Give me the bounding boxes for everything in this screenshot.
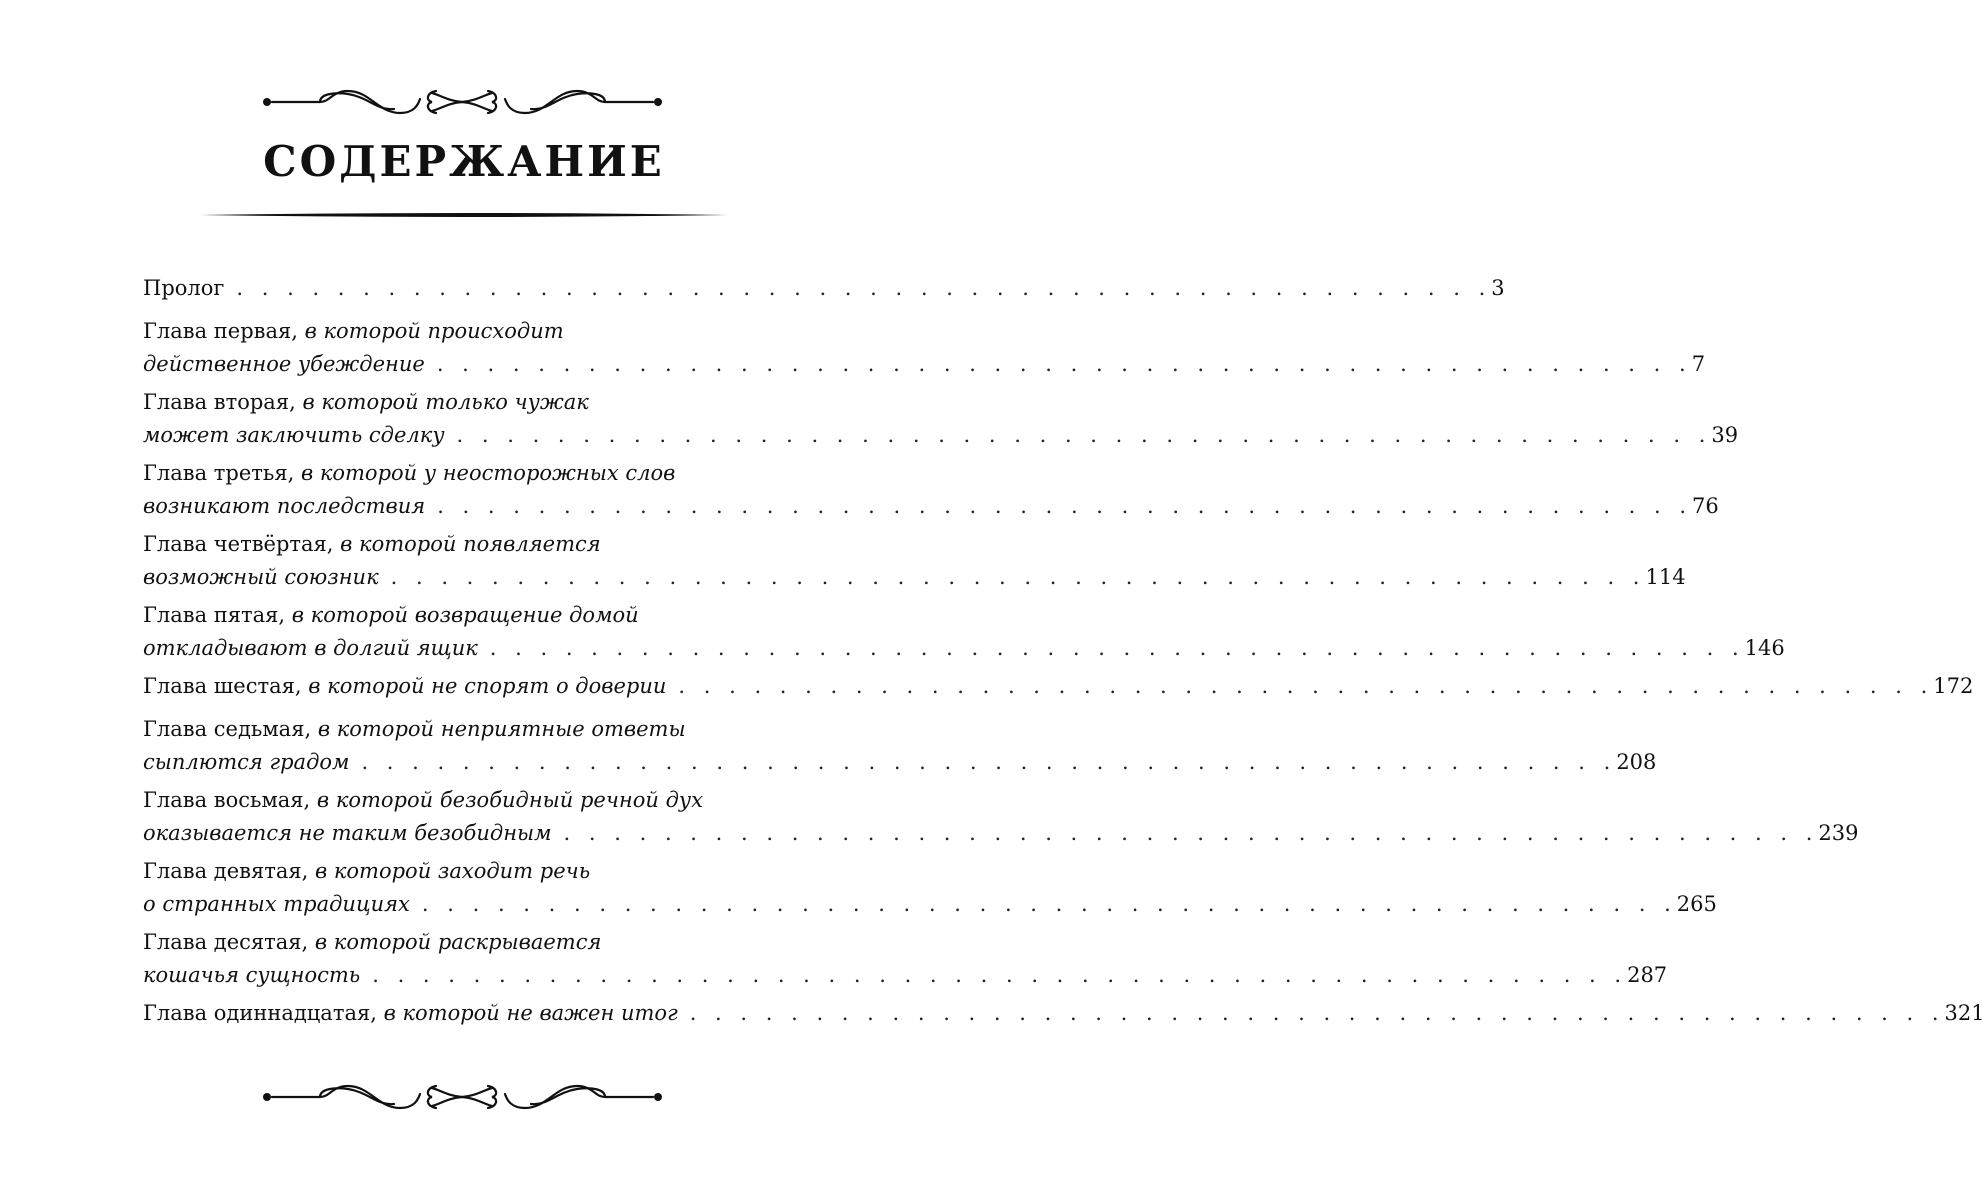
chapter-label: Глава пятая,: [143, 603, 286, 627]
chapter-label: Глава одиннадцатая,: [143, 1001, 377, 1025]
chapter-description: в которой появляется: [340, 532, 601, 556]
dot-leader: . . . . . . . . . . . . . . . . . . . . . . . . . . . . . . . . . . . . . . . . . . . . . . . . . .: [437, 494, 1693, 518]
bottom-ornament: [260, 1080, 665, 1114]
page-title: СОДЕРЖАНИЕ: [263, 137, 665, 186]
chapter-label: Глава девятая,: [143, 859, 309, 883]
chapter-description: в которой раскрывается: [314, 930, 602, 954]
chapter-description-cont: действенное убеждение: [143, 352, 425, 376]
chapter-description: в которой возвращение домой: [291, 603, 639, 627]
dot-leader: . . . . . . . . . . . . . . . . . . . . . . . . . . . . . . . . . . . . . . . . . . . . . . . . . .: [421, 892, 1677, 916]
chapter-description: в которой неприятные ответы: [317, 717, 686, 741]
dot-leader: . . . . . . . . . . . . . . . . . . . . . . . . . . . . . . . . . . . . . . . . . . . . . . . . . .: [678, 674, 1934, 698]
toc-entry-chapter-3[interactable]: [143, 457, 1719, 523]
dot-leader: . . . . . . . . . . . . . . . . . . . . . . . . . . . . . . . . . . . . . . . . . . . . . . . . . .: [361, 750, 1617, 774]
page-number: 239: [1818, 821, 1859, 845]
chapter-label: Глава первая,: [143, 319, 298, 343]
dot-leader: . . . . . . . . . . . . . . . . . . . . . . . . . . . . . . . . . . . . . . . . . . . . . . . . . .: [372, 963, 1628, 987]
toc-entry-chapter-11[interactable]: [143, 997, 1985, 1030]
page-number: 114: [1645, 565, 1686, 589]
chapter-description-cont: о странных традициях: [143, 892, 410, 916]
chapter-description-cont: сыплются градом: [143, 750, 350, 774]
chapter-label: Глава седьмая,: [143, 717, 312, 741]
toc-entry-chapter-2[interactable]: [143, 386, 1739, 452]
page-number: 287: [1627, 963, 1668, 987]
page-number: 172: [1933, 674, 1974, 698]
chapter-description-cont: кошачья сущность: [143, 963, 361, 987]
page-number: 321: [1944, 1001, 1985, 1025]
chapter-description-cont: возникают последствия: [143, 494, 426, 518]
dot-leader: . . . . . . . . . . . . . . . . . . . . . . . . . . . . . . . . . . . . . . . . . . . . . . . . . .: [390, 565, 1646, 589]
toc-entry-chapter-6[interactable]: [143, 670, 1974, 703]
chapter-description-cont: может заключить сделку: [143, 423, 445, 447]
page-number: 208: [1616, 750, 1657, 774]
page-number: 265: [1676, 892, 1717, 916]
dot-leader: . . . . . . . . . . . . . . . . . . . . . . . . . . . . . . . . . . . . . . . . . . . . . . . . . .: [489, 636, 1745, 660]
dot-leader: . . . . . . . . . . . . . . . . . . . . . . . . . . . . . . . . . . . . . . . . . . . . . . . . . .: [436, 352, 1692, 376]
page-number: 7: [1691, 352, 1706, 376]
page-number: 146: [1744, 636, 1785, 660]
dot-leader: . . . . . . . . . . . . . . . . . . . . . . . . . . . . . . . . . . . . . . . . . . . . . . . . . .: [456, 423, 1712, 447]
chapter-description: в которой не важен итог: [383, 1001, 678, 1025]
chapter-description: в которой только чужак: [302, 390, 589, 414]
chapter-description: в которой происходит: [304, 319, 564, 343]
chapter-description-cont: возможный союзник: [143, 565, 379, 589]
dot-leader: . . . . . . . . . . . . . . . . . . . . . . . . . . . . . . . . . . . . . . . . . . . . . . . . . .: [689, 1001, 1945, 1025]
toc-entry-chapter-9[interactable]: [143, 855, 1717, 921]
page-number: 39: [1711, 423, 1739, 447]
chapter-description-cont: оказывается не таким безобидным: [143, 821, 552, 845]
toc-entry-chapter-4[interactable]: [143, 528, 1686, 594]
page-number: 76: [1692, 494, 1719, 518]
chapter-label: Пролог: [143, 276, 225, 300]
chapter-description-cont: откладывают в долгий ящик: [143, 636, 478, 660]
toc-entry-chapter-5[interactable]: [143, 599, 1785, 665]
dot-leader: . . . . . . . . . . . . . . . . . . . . . . . . . . . . . . . . . . . . . . . . . . . . . . . . . .: [563, 821, 1819, 845]
chapter-label: Глава восьмая,: [143, 788, 311, 812]
chapter-description: в которой заходит речь: [314, 859, 591, 883]
toc-entry-chapter-7[interactable]: [143, 713, 1657, 779]
toc-entry-chapter-8[interactable]: [143, 784, 1859, 850]
toc-entry-chapter-10[interactable]: [143, 926, 1668, 992]
chapter-description: в которой безобидный речной дух: [316, 788, 703, 812]
top-ornament: [260, 85, 665, 119]
title-underline: [200, 212, 728, 218]
page-number: 3: [1491, 276, 1505, 300]
dot-leader: . . . . . . . . . . . . . . . . . . . . . . . . . . . . . . . . . . . . . . . . . . . . . . . . . .: [236, 276, 1492, 300]
toc-entry-chapter-1[interactable]: [143, 315, 1706, 381]
chapter-label: Глава четвёртая,: [143, 532, 334, 556]
chapter-label: Глава десятая,: [143, 930, 309, 954]
chapter-label: Глава третья,: [143, 461, 295, 485]
chapter-description: в которой не спорят о доверии: [308, 674, 667, 698]
chapter-description: в которой у неосторожных слов: [300, 461, 676, 485]
chapter-label: Глава шестая,: [143, 674, 302, 698]
chapter-label: Глава вторая,: [143, 390, 296, 414]
toc-entry-prologue[interactable]: [143, 272, 1505, 305]
